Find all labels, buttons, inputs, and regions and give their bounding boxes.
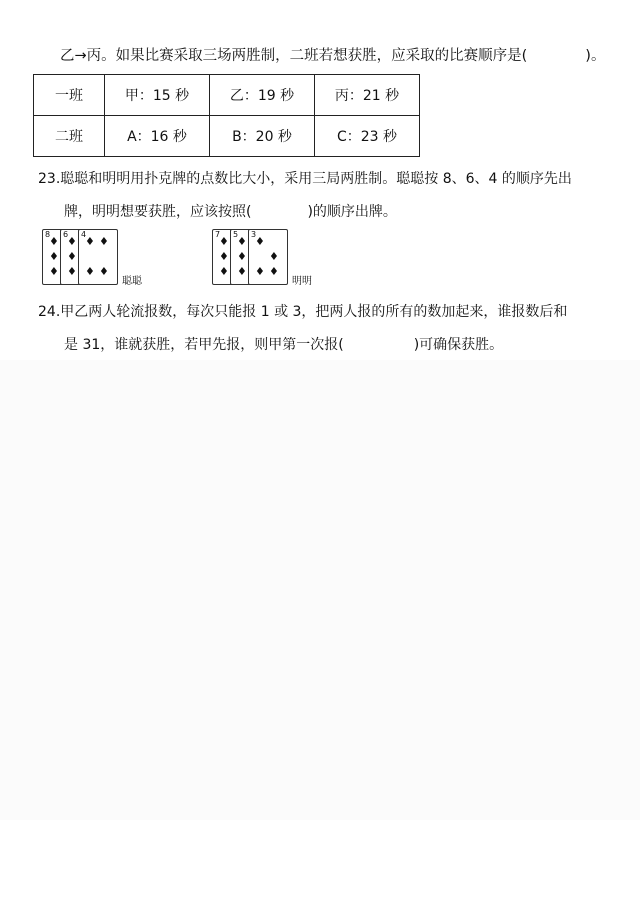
diamond-icon: ♦ bbox=[219, 265, 229, 278]
diamond-icon: ♦ bbox=[67, 235, 77, 248]
hand-owner-label: 聪聪 bbox=[122, 276, 142, 287]
question-24-line2: 是 31，谁就获胜，若甲先报，则甲第一次报( )可确保获胜。 bbox=[64, 337, 504, 353]
card-rank: 4 bbox=[81, 230, 87, 239]
playing-card bbox=[78, 229, 118, 285]
table-cell: A：16 秒 bbox=[105, 116, 210, 157]
diamond-icon: ♦ bbox=[269, 265, 279, 278]
diamond-icon: ♦ bbox=[67, 250, 77, 263]
question-23-line2: 牌，明明想要获胜，应该按照( )的顺序出牌。 bbox=[64, 204, 397, 220]
diamond-icon: ♦ bbox=[99, 235, 109, 248]
diamond-icon: ♦ bbox=[255, 235, 265, 248]
table-row bbox=[34, 116, 420, 157]
card-rank: 8 bbox=[45, 230, 51, 239]
hand-owner-label: 明明 bbox=[292, 276, 312, 287]
card-hand-congcong bbox=[42, 229, 166, 289]
diamond-icon: ♦ bbox=[49, 265, 59, 278]
diamond-icon: ♦ bbox=[85, 235, 95, 248]
table-cell: C：23 秒 bbox=[315, 116, 420, 157]
page-shading bbox=[0, 360, 640, 820]
question-23-line1: 23.聪聪和明明用扑克牌的点数比大小，采用三局两胜制。聪聪按 8、6、4 的顺序先出 bbox=[38, 171, 572, 187]
diamond-icon: ♦ bbox=[219, 235, 229, 248]
table-cell: 乙：19 秒 bbox=[210, 75, 315, 116]
card-rank: 5 bbox=[233, 230, 239, 239]
table-cell: 丙：21 秒 bbox=[315, 75, 420, 116]
diamond-icon: ♦ bbox=[255, 265, 265, 278]
diamond-icon: ♦ bbox=[85, 265, 95, 278]
diamond-icon: ♦ bbox=[237, 265, 247, 278]
race-times-table bbox=[33, 74, 420, 157]
question-22-tail: 乙→丙。如果比赛采取三场两胜制，二班若想获胜，应采取的比赛顺序是( )。 bbox=[60, 48, 606, 64]
table-cell: 二班 bbox=[34, 116, 105, 157]
table-cell: B：20 秒 bbox=[210, 116, 315, 157]
table-cell: 甲：15 秒 bbox=[105, 75, 210, 116]
diamond-icon: ♦ bbox=[219, 250, 229, 263]
diamond-icon: ♦ bbox=[237, 235, 247, 248]
diamond-icon: ♦ bbox=[237, 250, 247, 263]
diamond-icon: ♦ bbox=[49, 250, 59, 263]
card-hand-mingming bbox=[212, 229, 328, 289]
diamond-icon: ♦ bbox=[67, 265, 77, 278]
playing-card bbox=[248, 229, 288, 285]
card-rank: 6 bbox=[63, 230, 69, 239]
diamond-icon: ♦ bbox=[269, 250, 279, 263]
table-row bbox=[34, 75, 420, 116]
table-cell: 一班 bbox=[34, 75, 105, 116]
diamond-icon: ♦ bbox=[99, 265, 109, 278]
question-24-line1: 24.甲乙两人轮流报数，每次只能报 1 或 3，把两人报的所有的数加起来，谁报数后和 bbox=[38, 304, 568, 320]
card-rank: 3 bbox=[251, 230, 257, 239]
card-rank: 7 bbox=[215, 230, 221, 239]
diamond-icon: ♦ bbox=[49, 235, 59, 248]
